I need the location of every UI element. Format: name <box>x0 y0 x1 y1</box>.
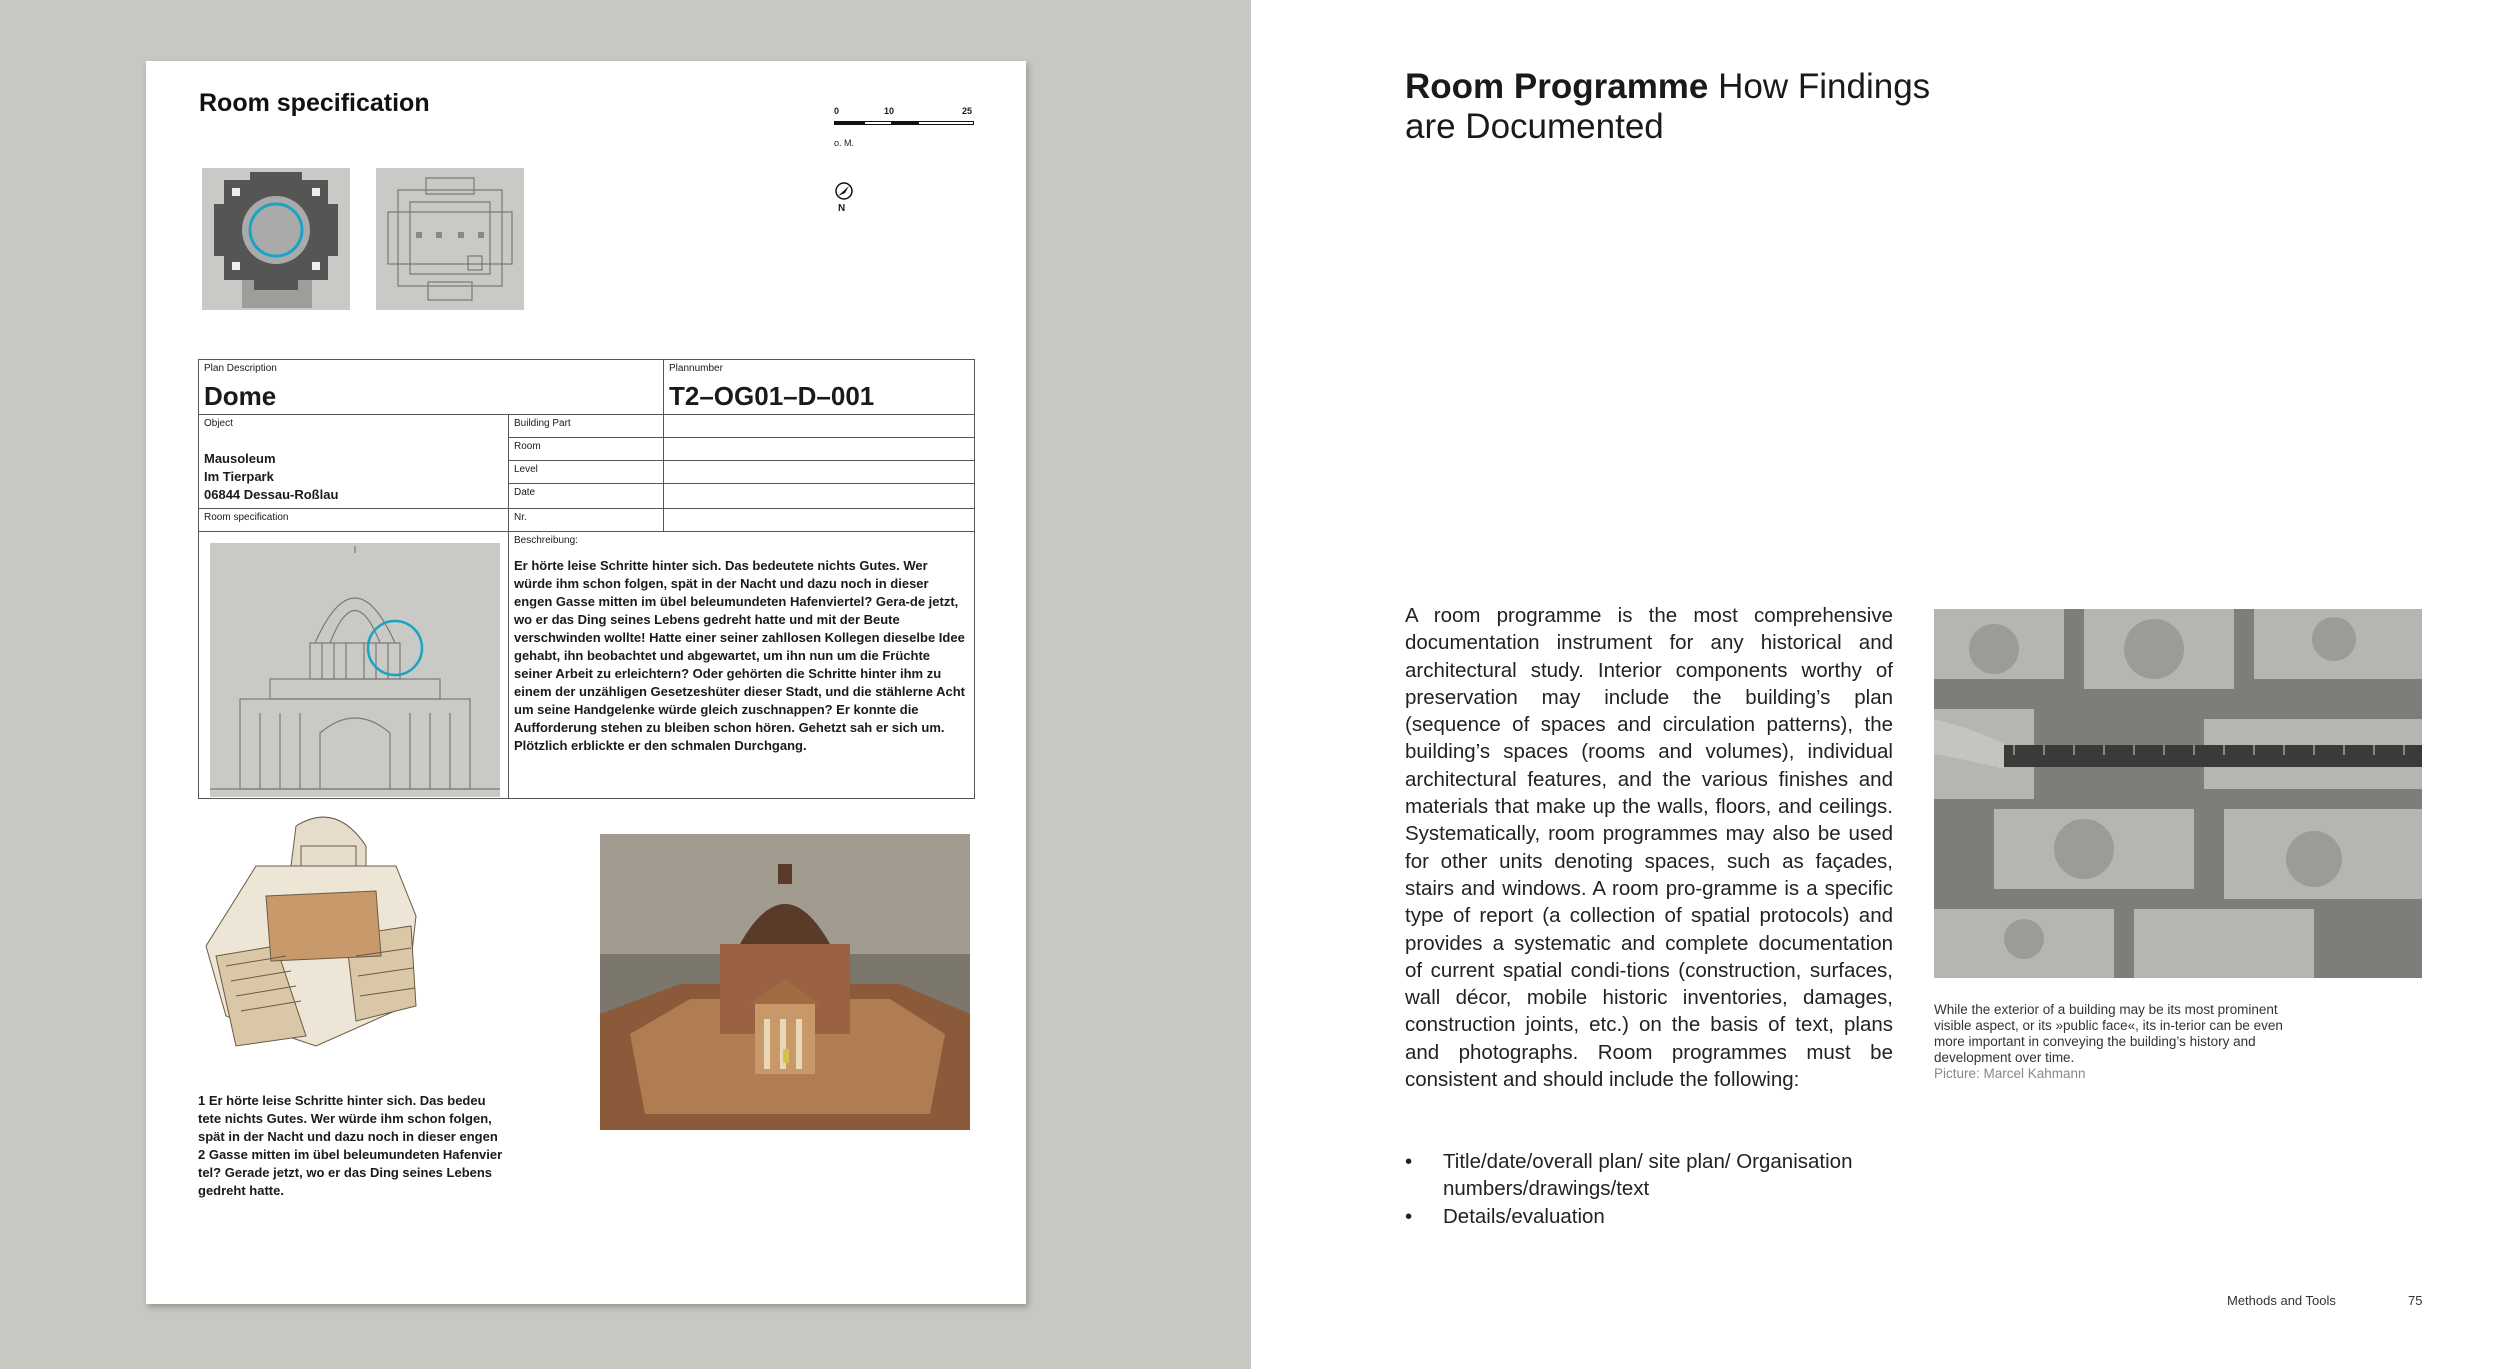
floor-plan-thumbnail-2 <box>376 168 524 310</box>
building-part-label: Building Part <box>514 418 571 429</box>
list-item: • Title/date/overall plan/ site plan/ Organisation numbers/drawings/text <box>1405 1148 1893 1203</box>
object-label: Object <box>204 418 233 429</box>
plan-description-value: Dome <box>204 381 277 411</box>
scale-tick-10: 10 <box>884 106 895 116</box>
building-part-value <box>664 415 974 438</box>
room-value <box>664 438 974 461</box>
footnote: 1 Er hörte leise Schritte hinter sich. Das bedeu tete nichts Gutes. Wer würde ihm schon folgen, spät in der Nacht und dazu noch in dieser engen 2 Gasse mitten im übel beleumundeten Hafenvier tel? Gerade jetzt, wo er das Ding seines Lebens gedreht hatte. <box>198 1093 503 1198</box>
caption-credit: Picture: Marcel Kahmann <box>1934 1066 2086 1081</box>
north-arrow-icon <box>834 181 854 201</box>
footer-section-label: Methods and Tools <box>2227 1293 2336 1308</box>
date-label: Date <box>514 487 536 498</box>
room-spec-label: Room specification <box>204 512 289 523</box>
bullet-list <box>1405 1148 1893 1230</box>
object-value: Mausoleum Im Tierpark 06844 Dessau-Roßlau <box>204 451 339 502</box>
scale-tick-0: 0 <box>834 106 840 116</box>
axonometric-drawing <box>196 806 421 1066</box>
beschreibung-text: Er hörte leise Schritte hinter sich. Das bedeutete nichts Gutes. Wer würde ihm schon folgen, spät in der Nacht und dazu noch in dieser engen Gasse mitten im übel beleumundeten Hafenviertel? Gera-de jetzt, wo er das Ding seines Lebens gedreht hatte und mit der Beute verschwinden wollte! Hatte einer seiner zahllosen Kollegen dieselbe Idee gehabt, ihn beobachtet und abgewartet, um ihn nun um die Früchte seiner Arbeit zu erleichtern? Oder gehörten die Schritte hinter ihm zu einem der unzähligen Gesetzeshüter dieser Stadt, und die stählerne Acht um seine Handgelenke würde gleich zuschnappen? Er konnte die Aufforderung stehen zu bleiben schon hören. Gehetzt sah er sich um. Plötzlich erblickte er den schmalen Durchgang. <box>514 558 966 753</box>
plan-description-label: Plan Description <box>204 363 277 374</box>
level-value <box>664 461 974 484</box>
page-heading <box>1405 67 1965 147</box>
north-arrow <box>834 181 864 221</box>
page-number: 75 <box>2408 1293 2423 1308</box>
plannumber-value: T2–OG01–D–001 <box>669 381 875 411</box>
model-photo <box>600 834 970 1130</box>
right-page <box>1251 0 2500 1369</box>
spec-table <box>198 359 975 799</box>
list-item: • Details/evaluation <box>1405 1203 1893 1230</box>
level-label: Level <box>514 464 538 475</box>
heading-bold: Room Programme <box>1405 67 1709 106</box>
north-label: N <box>838 203 846 214</box>
scale-unit: o. M. <box>834 138 855 148</box>
section-drawing <box>210 543 500 797</box>
room-label: Room <box>514 441 541 452</box>
nr-value <box>664 509 974 531</box>
body-text: A room programme is the most comprehensive documentation instrument for any historical and architectural study. Interior components worthy of preservation may include the building’s plan (sequence of spaces and circulation patterns), the building’s spaces (rooms and volumes), individual architectural features, and the various finishes and materials that make up the walls, floors, and ceilings. Systematically, room programmes may also be used for other units denoting spaces, such as façades, stairs and windows. A room pro-gramme is a specific type of report (a collection of spatial protocols) and provides a systematic and complete documentation of current spatial condi-tions (construction, surfaces, wall décor, mobile historic inventories, damages, construction joints, etc.) on the basis of text, plans and photographs. Room programmes must be consistent and should include the following: <box>1405 604 1893 1092</box>
floor-plan-thumbnail-1 <box>202 168 350 310</box>
heading-rest: How Findings are Documented <box>1405 67 1931 146</box>
brick-wall-photo <box>1934 609 2422 978</box>
nr-label: Nr. <box>514 512 527 523</box>
room-spec-sheet <box>146 61 1026 1304</box>
date-value <box>664 484 974 507</box>
caption-text: While the exterior of a building may be its most prominent visible aspect, or its »public face«, its in-terior can be even more important in conveying the building’s history and development over time. <box>1934 1002 2283 1065</box>
photo-caption <box>1934 1002 2314 1082</box>
plannumber-label: Plannumber <box>669 363 723 374</box>
scale-tick-25: 25 <box>962 106 973 116</box>
sheet-title: Room specification <box>199 89 430 117</box>
beschreibung-label: Beschreibung: <box>514 535 578 546</box>
